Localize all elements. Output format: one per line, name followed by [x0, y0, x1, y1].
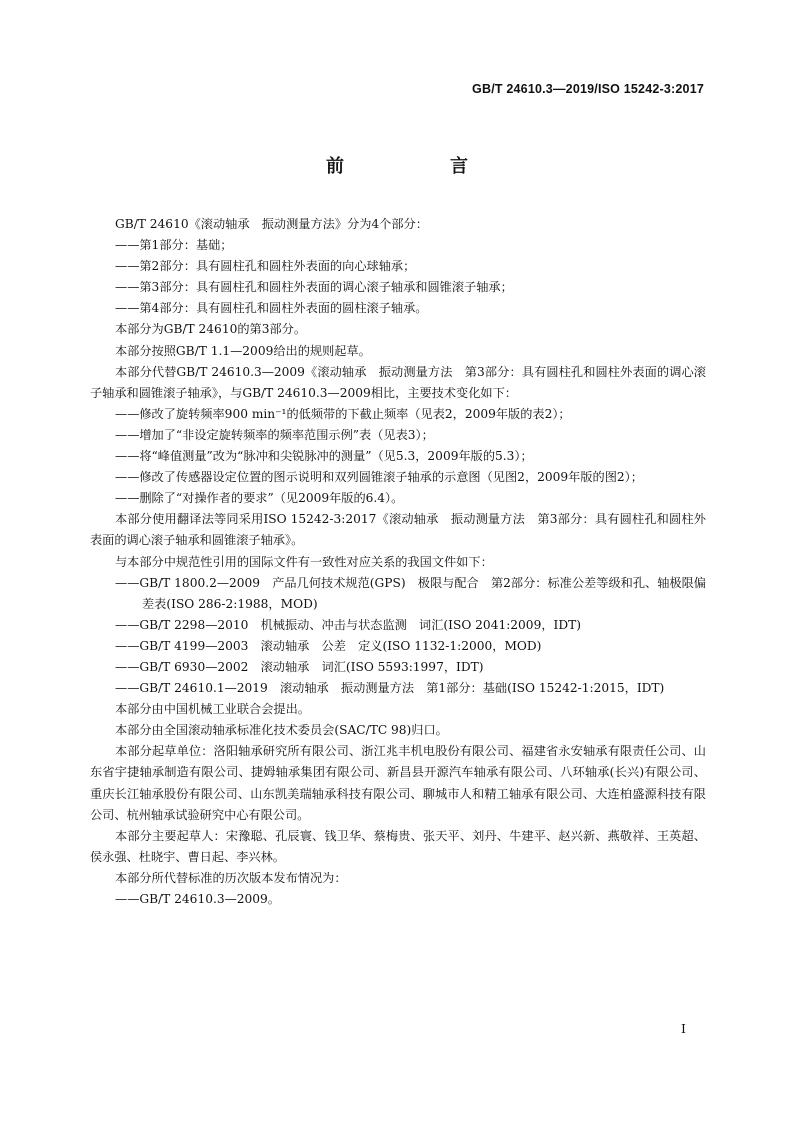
list-item: ——增加了“非设定旋转频率的频率范围示例”表（见表3）；: [115, 427, 434, 442]
list-item: ——GB/T 24610.3—2009。: [115, 892, 280, 906]
paragraph: 本部分由中国机械工业联合会提出。: [115, 702, 310, 717]
paragraph: 本部分按照GB/T 1.1—2009给出的规则起草。: [115, 343, 371, 358]
paragraph: 本部分为GB/T 24610的第3部分。: [115, 322, 307, 337]
document-header-code: GB/T 24610.3—2019/ISO 15242-3:2017: [472, 82, 704, 96]
list-item: ——GB/T 2298—2010 机械振动、冲击与状态监测 词汇(ISO 2041:2009，IDT): [115, 617, 581, 632]
paragraph: 本部分由全国滚动轴承标准化技术委员会(SAC/TC 98)归口。: [115, 723, 448, 738]
list-item: ——将“峰值测量”改为“脉冲和尖锐脉冲的测量”（见5.3，2009年版的5.3）；: [115, 449, 533, 464]
list-item: ——修改了旋转频率900 min⁻¹的低频带的下截止频率（见表2，2009年版的表2）；: [115, 406, 571, 421]
list-item: ——修改了传感器设定位置的图示说明和双列圆锥滚子轴承的示意图（见图2，2009年版的图2）；: [115, 470, 643, 485]
list-item: ——删除了“对操作者的要求”（见2009年版的6.4）。: [115, 491, 404, 506]
list-item: ——第4部分：具有圆柱孔和圆柱外表面的圆柱滚子轴承。: [115, 301, 428, 316]
list-item: ——第2部分：具有圆柱孔和圆柱外表面的向心球轴承；: [115, 259, 416, 274]
list-item: ——GB/T 6930—2002 滚动轴承 词汇(ISO 5593:1997，IDT): [115, 659, 484, 674]
paragraph: 与本部分中规范性引用的国际文件有一致性对应关系的我国文件如下：: [115, 554, 493, 569]
paragraph: 本部分代替GB/T 24610.3—2009《滚动轴承 振动测量方法 第3部分：具有圆柱孔和圆柱外表面的调心滚子轴承和圆锥滚子轴承》，与GB/T 24610.3—2009相比，主要技术变化如下：: [90, 364, 706, 400]
page-title: 前 言: [326, 156, 512, 177]
page-number: I: [681, 1021, 686, 1036]
paragraph: 本部分所代替标准的历次版本发布情况为：: [115, 870, 347, 885]
list-item: ——GB/T 24610.1—2019 滚动轴承 振动测量方法 第1部分：基础(ISO 15242-1:2015，IDT): [115, 681, 665, 696]
paragraph: 本部分起草单位：洛阳轴承研究所有限公司、浙江兆丰机电股份有限公司、福建省永安轴承有限责任公司、山东省宇捷轴承制造有限公司、捷姆轴承集团有限公司、新昌县开源汽车轴承有限公司、八环轴承(长兴)有限公司、重庆长江轴承股份有限公司、山东凯美瑞轴承科技有限公司、聊城市人和精工轴承有限公司、大连柏盛源科技有限公司、杭州轴承试验研究中心有限公司。: [90, 744, 706, 822]
intro-paragraph: GB/T 24610《滚动轴承 振动测量方法》分为4个部分：: [115, 217, 428, 231]
paragraph: 本部分使用翻译法等同采用ISO 15242-3:2017《滚动轴承 振动测量方法 第3部分：具有圆柱孔和圆柱外表面的调心滚子轴承和圆锥滚子轴承》。: [90, 512, 706, 548]
list-item: ——GB/T 1800.2—2009 产品几何技术规范(GPS) 极限与配合 第2部分：标准公差等级和孔、轴极限偏差表(ISO 286-2:1988，MOD): [115, 575, 706, 611]
list-item: ——第3部分：具有圆柱孔和圆柱外表面的调心滚子轴承和圆锥滚子轴承；: [115, 280, 513, 295]
list-item: ——第1部分：基础；: [115, 238, 233, 253]
document-body: [90, 214, 706, 910]
list-item: ——GB/T 4199—2003 滚动轴承 公差 定义(ISO 1132-1:2000，MOD): [115, 638, 542, 653]
paragraph: 本部分主要起草人：宋豫聪、孔辰寰、钱卫华、蔡梅贵、张天平、刘丹、牛建平、赵兴新、燕敬祥、王英超、侯永强、杜晓宇、曹日起、李兴林。: [90, 828, 706, 864]
